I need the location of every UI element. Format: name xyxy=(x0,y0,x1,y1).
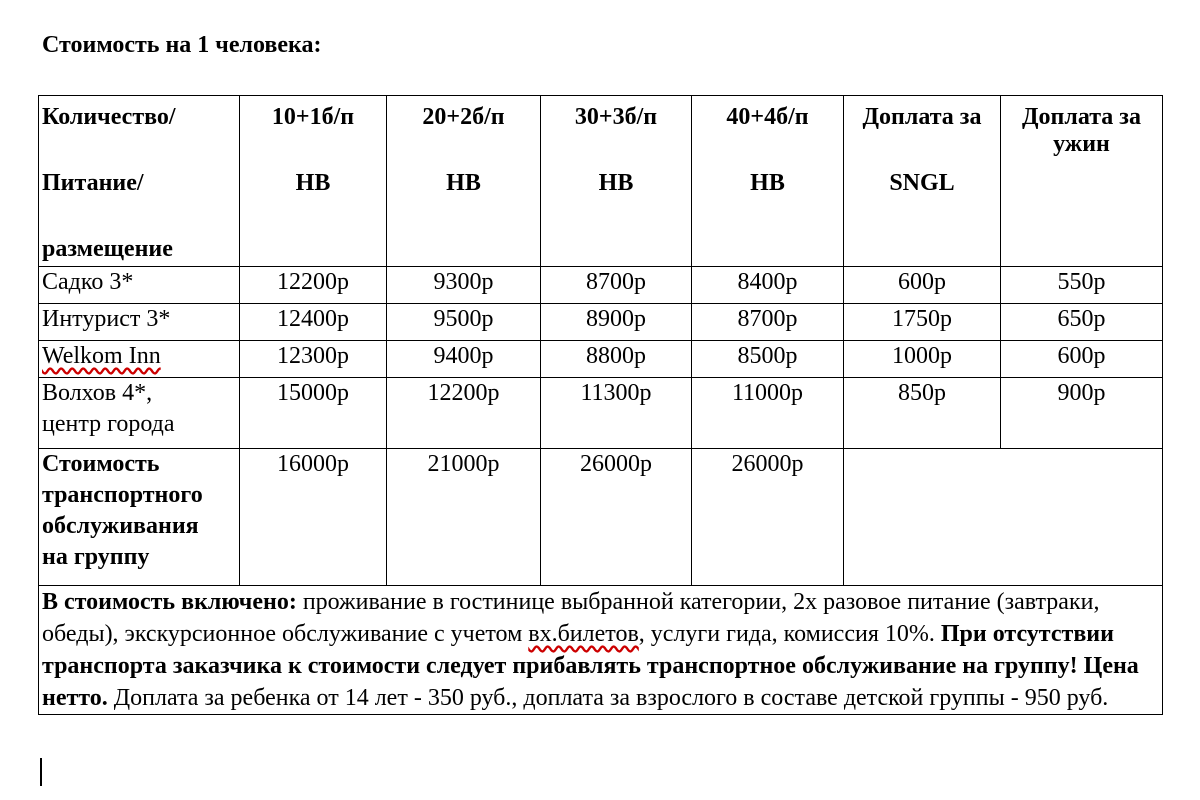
extra-charges: Доплата за ребенка от 14 лет - 350 руб., доплата за взрослого в составе детской группы - 950 руб. xyxy=(107,685,1109,711)
column-header xyxy=(541,96,692,267)
column-header xyxy=(387,96,541,267)
price-cell: 8900р xyxy=(541,304,692,341)
transport-price-cell: 21000р xyxy=(387,449,541,586)
price-cell: 1000р xyxy=(844,341,1001,378)
hotel-name: Интурист 3* xyxy=(39,304,240,341)
table-row xyxy=(39,267,1163,304)
price-cell: 11000р xyxy=(692,378,844,449)
column-group: Доплата за xyxy=(862,104,982,130)
table-header-row xyxy=(39,96,1163,267)
price-cell: 9500р xyxy=(387,304,541,341)
price-cell: 12200р xyxy=(387,378,541,449)
row-header-cell xyxy=(39,96,240,267)
price-cell: 15000р xyxy=(240,378,387,449)
row-header-line: размещение xyxy=(42,236,173,262)
hotel-name: Волхов 4*, xyxy=(42,380,153,406)
price-cell: 9300р xyxy=(387,267,541,304)
transport-price-cell: 26000р xyxy=(541,449,692,586)
included-label: В стоимость включено: xyxy=(42,589,297,615)
price-cell: 8500р xyxy=(692,341,844,378)
price-cell: 650р xyxy=(1001,304,1163,341)
column-header xyxy=(844,96,1001,267)
transport-price-cell: 26000р xyxy=(692,449,844,586)
note-row xyxy=(39,586,1163,715)
included-text: проживание в гостинице выбранной категории, 2х разовое питание (завтраки, обеды), экскурсионное обслуживание с учетом xyxy=(42,589,1100,647)
transport-price-cell: 16000р xyxy=(240,449,387,586)
column-dinner-line: ужин xyxy=(1053,131,1110,157)
row-header-line: Количество/ xyxy=(42,104,176,130)
price-cell: 8400р xyxy=(692,267,844,304)
column-meal: HB xyxy=(598,170,634,196)
hotel-name-cell xyxy=(39,378,240,449)
transport-label xyxy=(39,449,240,586)
price-table xyxy=(38,95,1163,715)
transport-label-line: на группу xyxy=(42,544,150,570)
column-meal: HB xyxy=(446,170,481,196)
column-group: 40+4б/п xyxy=(726,104,809,130)
hotel-name: Садко 3* xyxy=(39,267,240,304)
transport-label-line: Стоимость xyxy=(42,451,160,477)
table-row xyxy=(39,304,1163,341)
price-cell: 11300р xyxy=(541,378,692,449)
row-header-line: Питание/ xyxy=(42,170,144,196)
column-header xyxy=(692,96,844,267)
empty-cell xyxy=(844,449,1163,586)
included-text: , услуги гида, комиссия 10%. xyxy=(638,621,941,647)
column-header xyxy=(240,96,387,267)
column-group: 30+3б/п xyxy=(574,104,658,130)
column-meal: HB xyxy=(295,170,331,196)
column-dinner-line: Доплата за xyxy=(1022,104,1141,130)
hotel-name: Welkom Inn xyxy=(42,343,161,369)
table-row xyxy=(39,378,1163,449)
price-cell: 8700р xyxy=(541,267,692,304)
price-cell: 12400р xyxy=(240,304,387,341)
transport-row xyxy=(39,449,1163,586)
column-meal: SNGL xyxy=(889,170,955,196)
hotel-location: центр города xyxy=(42,411,175,437)
price-cell: 900р xyxy=(1001,378,1163,449)
price-cell: 850р xyxy=(844,378,1001,449)
included-note xyxy=(39,586,1163,715)
price-cell: 600р xyxy=(1001,341,1163,378)
price-cell: 8700р xyxy=(692,304,844,341)
transport-label-line: обслуживания xyxy=(42,513,199,539)
column-header-dinner xyxy=(1001,96,1163,267)
column-meal: HB xyxy=(750,170,785,196)
price-cell: 8800р xyxy=(541,341,692,378)
table-row xyxy=(39,341,1163,378)
price-cell: 12300р xyxy=(240,341,387,378)
price-cell: 1750р xyxy=(844,304,1001,341)
hotel-name-cell xyxy=(39,341,240,378)
transport-warning: При отсутствии транспорта заказчика к стоимости следует прибавлять транспортное обслуживание на группу! Цена нетто. xyxy=(42,621,1139,711)
column-group: 10+1б/п xyxy=(271,104,355,130)
transport-label-line: транспортного xyxy=(42,482,203,508)
column-group: 20+2б/п xyxy=(422,104,505,130)
price-cell: 12200р xyxy=(240,267,387,304)
text-cursor xyxy=(40,758,42,786)
tickets-word: вх.билетов xyxy=(528,621,639,647)
price-cell: 9400р xyxy=(387,341,541,378)
price-cell: 600р xyxy=(844,267,1001,304)
price-cell: 550р xyxy=(1001,267,1163,304)
document-title: Стоимость на 1 человека: xyxy=(42,32,322,58)
